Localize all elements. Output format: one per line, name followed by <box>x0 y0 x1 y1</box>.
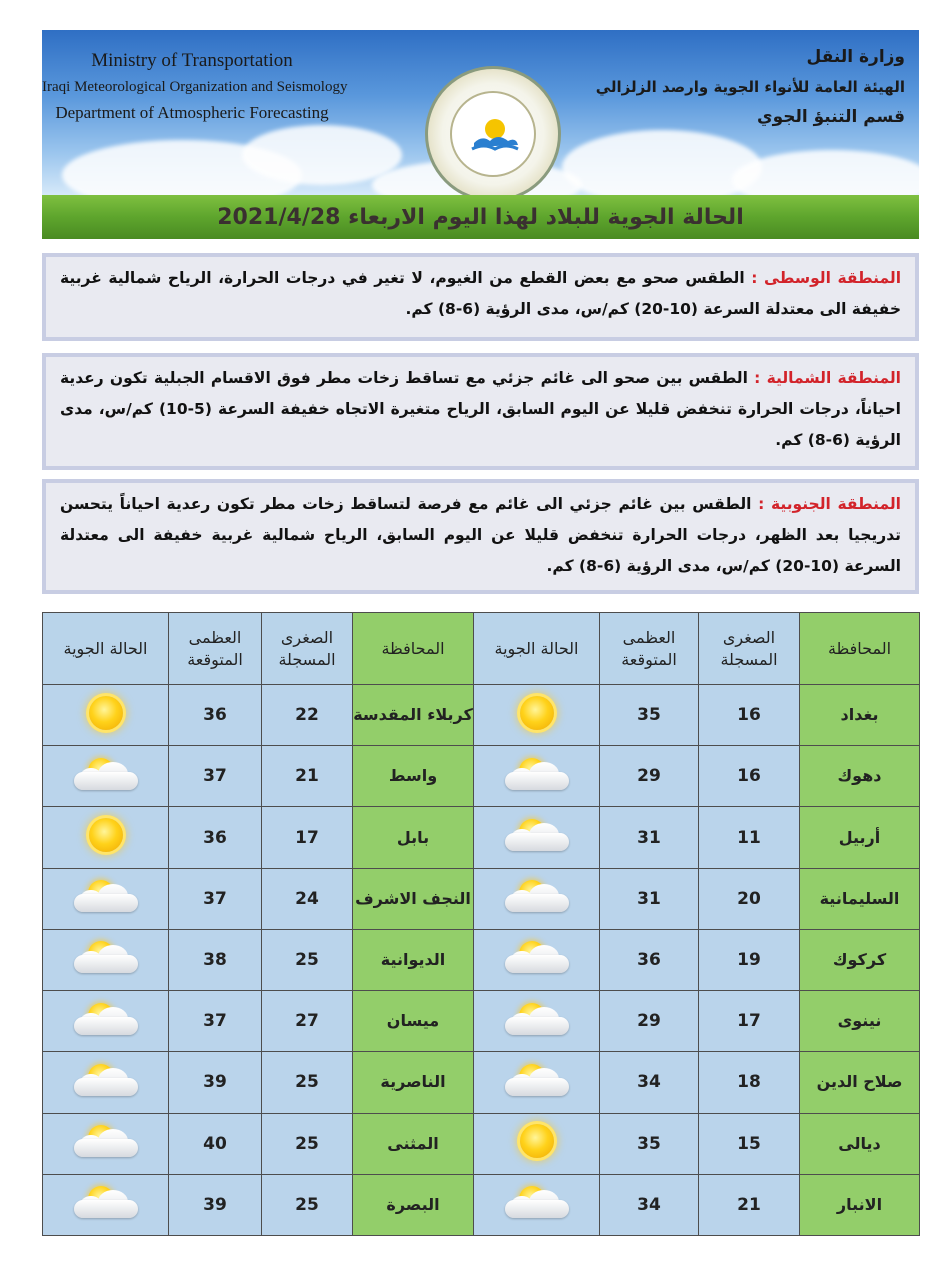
partly-cloudy-icon <box>501 1001 573 1037</box>
department-name-en: Department of Atmospheric Forecasting <box>55 103 329 122</box>
max-cell: 29 <box>600 991 699 1052</box>
min-cell: 25 <box>262 1174 353 1235</box>
province-cell: البصرة <box>353 1174 474 1235</box>
arabic-header <box>575 42 905 132</box>
logo-emblem-icon <box>452 93 538 179</box>
sun-icon <box>89 818 123 852</box>
max-cell: 36 <box>169 685 262 746</box>
province-cell: نينوى <box>800 991 920 1052</box>
region-text: الطقس بين غائم جزئي الى غائم مع فرصة لتساقط زخات مطر تكون رعدية احياناً يتحسن تدريجيا بعد الظهر، درجات الحرارة تنخفض قليلا عن اليوم السابق، الرياح شمالية غربية خفيفة الى معتدلة السرعة (10-20) كم/س، مدى الرؤية (6-8) كم. <box>60 495 901 575</box>
sun-icon <box>520 1124 554 1158</box>
weather-cell <box>474 807 600 868</box>
forecast-table <box>42 612 920 1236</box>
min-cell: 24 <box>262 868 353 929</box>
header-max: العظمى المتوقعة <box>169 613 262 685</box>
min-cell: 22 <box>262 685 353 746</box>
min-cell: 20 <box>699 868 800 929</box>
sun-icon <box>520 696 554 730</box>
organization-name-ar: الهيئة العامة للأنواء الجوية وارصد الزلزالي <box>595 78 905 96</box>
header-max: العظمى المتوقعة <box>600 613 699 685</box>
max-cell: 40 <box>169 1113 262 1174</box>
max-cell: 29 <box>600 746 699 807</box>
logo-inner <box>450 91 536 177</box>
min-cell: 19 <box>699 929 800 990</box>
weather-cell <box>43 685 169 746</box>
min-cell: 18 <box>699 1052 800 1113</box>
weather-cell <box>43 1052 169 1113</box>
min-cell: 17 <box>699 991 800 1052</box>
province-cell: الديوانية <box>353 929 474 990</box>
weather-cell <box>43 1174 169 1235</box>
partly-cloudy-icon <box>70 1062 142 1098</box>
region-text: الطقس صحو مع بعض القطع من الغيوم، لا تغير في درجات الحرارة، الرياح شمالية غربية خفيفة الى معتدلة السرعة (10-20) كم/س، مدى الرؤية (6-8) كم. <box>60 269 901 318</box>
partly-cloudy-icon <box>70 939 142 975</box>
min-cell: 16 <box>699 685 800 746</box>
province-cell: ديالى <box>800 1113 920 1174</box>
province-cell: صلاح الدين <box>800 1052 920 1113</box>
min-cell: 21 <box>699 1174 800 1235</box>
max-cell: 35 <box>600 1113 699 1174</box>
region-south <box>42 479 919 594</box>
table-row <box>43 685 920 746</box>
weather-cell <box>474 685 600 746</box>
weather-cell <box>43 868 169 929</box>
min-cell: 27 <box>262 991 353 1052</box>
max-cell: 36 <box>169 807 262 868</box>
region-north <box>42 353 919 470</box>
min-cell: 15 <box>699 1113 800 1174</box>
weather-cell <box>43 746 169 807</box>
min-cell: 17 <box>262 807 353 868</box>
province-cell: ميسان <box>353 991 474 1052</box>
region-name: المنطقة الوسطى : <box>751 269 902 287</box>
header-min: الصغرى المسجلة <box>699 613 800 685</box>
min-cell: 21 <box>262 746 353 807</box>
partly-cloudy-icon <box>501 817 573 853</box>
organization-logo <box>425 66 561 195</box>
province-cell: بابل <box>353 807 474 868</box>
province-cell: بغداد <box>800 685 920 746</box>
weather-cell <box>474 929 600 990</box>
organization-name-en: Iraqi Meteorological Organization and Seismology <box>42 79 348 95</box>
ministry-name-ar: وزارة النقل <box>806 47 905 67</box>
english-header <box>42 48 348 126</box>
province-cell: المثنى <box>353 1113 474 1174</box>
table-row <box>43 807 920 868</box>
weather-cell <box>474 1052 600 1113</box>
weather-cell <box>474 1174 600 1235</box>
region-name: المنطقة الجنوبية : <box>758 495 901 513</box>
banner-cloud <box>732 150 919 195</box>
max-cell: 35 <box>600 685 699 746</box>
weather-cell <box>474 746 600 807</box>
sun-icon <box>89 696 123 730</box>
min-cell: 25 <box>262 1052 353 1113</box>
partly-cloudy-icon <box>70 756 142 792</box>
partly-cloudy-icon <box>501 756 573 792</box>
banner-cloud <box>562 130 762 195</box>
province-cell: النجف الاشرف <box>353 868 474 929</box>
table-row <box>43 991 920 1052</box>
province-cell: كركوك <box>800 929 920 990</box>
partly-cloudy-icon <box>70 1001 142 1037</box>
partly-cloudy-icon <box>70 1123 142 1159</box>
max-cell: 34 <box>600 1174 699 1235</box>
max-cell: 34 <box>600 1052 699 1113</box>
table-row <box>43 1052 920 1113</box>
weather-cell <box>43 807 169 868</box>
weather-cell <box>474 1113 600 1174</box>
weather-cell <box>474 991 600 1052</box>
min-cell: 25 <box>262 929 353 990</box>
province-cell: السليمانية <box>800 868 920 929</box>
table-row <box>43 1174 920 1235</box>
department-name-ar: قسم التنبؤ الجوي <box>757 107 905 127</box>
weather-cell <box>43 991 169 1052</box>
province-cell: كربلاء المقدسة <box>353 685 474 746</box>
header-weather: الحالة الجوية <box>43 613 169 685</box>
max-cell: 37 <box>169 868 262 929</box>
title-bar <box>42 195 919 239</box>
max-cell: 31 <box>600 868 699 929</box>
min-cell: 25 <box>262 1113 353 1174</box>
table-header-row <box>43 613 920 685</box>
page-title: الحالة الجوية للبلاد لهذا اليوم الاربعاء 2021/4/28 <box>217 204 744 230</box>
header-weather: الحالة الجوية <box>474 613 600 685</box>
table-row <box>43 868 920 929</box>
partly-cloudy-icon <box>501 1184 573 1220</box>
max-cell: 39 <box>169 1174 262 1235</box>
weather-cell <box>43 1113 169 1174</box>
region-text: الطقس بين صحو الى غائم جزئي مع تساقط زخات مطر فوق الاقسام الجبلية تكون رعدية احياناً، درجات الحرارة تنخفض قليلا عن اليوم السابق، الرياح متغيرة الاتجاه خفيفة السرعة (5-10) كم/س، مدى الرؤية (6-8) كم. <box>60 369 901 449</box>
ministry-name-en: Ministry of Transportation <box>91 50 293 71</box>
max-cell: 38 <box>169 929 262 990</box>
partly-cloudy-icon <box>70 1184 142 1220</box>
province-cell: الناصرية <box>353 1052 474 1113</box>
partly-cloudy-icon <box>70 878 142 914</box>
header-province: المحافظة <box>353 613 474 685</box>
max-cell: 39 <box>169 1052 262 1113</box>
max-cell: 37 <box>169 991 262 1052</box>
region-central <box>42 253 919 341</box>
max-cell: 31 <box>600 807 699 868</box>
table-body <box>43 685 920 1236</box>
min-cell: 11 <box>699 807 800 868</box>
partly-cloudy-icon <box>501 1062 573 1098</box>
max-cell: 36 <box>600 929 699 990</box>
max-cell: 37 <box>169 746 262 807</box>
weather-cell <box>474 868 600 929</box>
province-cell: الانبار <box>800 1174 920 1235</box>
table-row <box>43 1113 920 1174</box>
table-row <box>43 929 920 990</box>
header-banner <box>42 30 919 195</box>
partly-cloudy-icon <box>501 878 573 914</box>
region-name: المنطقة الشمالية : <box>754 369 901 387</box>
table-row <box>43 746 920 807</box>
province-cell: أربيل <box>800 807 920 868</box>
weather-cell <box>43 929 169 990</box>
header-province: المحافظة <box>800 613 920 685</box>
partly-cloudy-icon <box>501 939 573 975</box>
province-cell: دهوك <box>800 746 920 807</box>
province-cell: واسط <box>353 746 474 807</box>
min-cell: 16 <box>699 746 800 807</box>
header-min: الصغرى المسجلة <box>262 613 353 685</box>
